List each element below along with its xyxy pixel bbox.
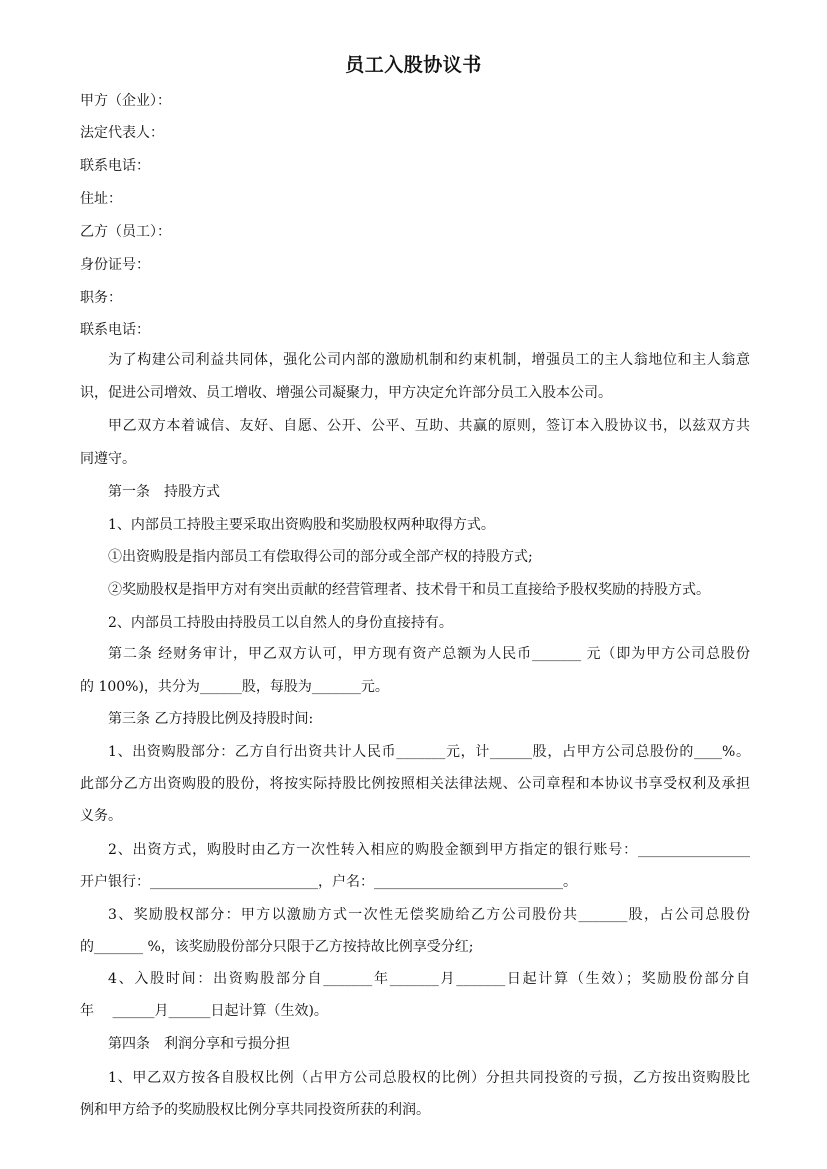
article-2-line-2: 的 100%)，共分为______股，每股为_______元。 xyxy=(80,679,389,695)
article-4-item-1-line-2: 例和甲方给予的奖励股权比例分享共同投资所获的利润。 xyxy=(80,1102,430,1118)
article-3-item-1-line-1: 1、出资购股部分：乙方自行出资共计人民币_______元，计______股，占甲方公司总股份的____%。 xyxy=(108,744,750,760)
position-field: 职务： xyxy=(80,290,122,306)
article-4-item-1-line-1: 1、甲乙双方按各自股权比例（占甲方公司总股权的比例）分担共同投资的亏损，乙方按出资购股比 xyxy=(108,1070,750,1086)
intro-paragraph-1-line-2: 识，促进公司增效、员工增收、增强公司凝聚力，甲方决定允许部分员工入股本公司。 xyxy=(80,385,612,401)
article-3-item-1-line-3: 义务。 xyxy=(80,808,122,824)
document-title: 员工入股协议书 xyxy=(345,54,482,76)
article-3-item-3-line-2: 的_______ %，该奖励股份部分只限于乙方按持故比例享受分红; xyxy=(80,939,474,955)
legal-rep-field: 法定代表人： xyxy=(80,125,164,141)
intro-paragraph-2-line-1: 甲乙双方本着诚信、友好、自愿、公开、公平、互助、共赢的原则，签订本入股协议书，以兹双方共 xyxy=(108,418,750,434)
phone-b-field: 联系电话： xyxy=(80,322,150,338)
article-2-line-1: 第二条 经财务审计，甲乙双方认可，甲方现有资产总额为人民币_______ 元（即为甲方公司总股份 xyxy=(108,646,750,662)
article-4-heading: 第四条 利润分享和亏损分担 xyxy=(108,1036,290,1052)
article-3-item-2-line-1: 2、出资方式，购股时由乙方一次性转入相应的购股金额到甲方指定的银行账号：________________ xyxy=(108,842,750,858)
intro-paragraph-2-line-2: 同遵守。 xyxy=(80,451,136,467)
article-1-item-1b: ②奖励股权是指甲方对有突出贡献的经营管理者、技术骨干和员工直接给予股权奖励的持股方式。 xyxy=(108,582,710,598)
article-1-item-2: 2、内部员工持股由持股员工以自然人的身份直接持有。 xyxy=(108,615,453,631)
party-a-field: 甲方（企业）： xyxy=(80,93,171,109)
party-b-field: 乙方（员工）： xyxy=(80,224,171,240)
article-3-item-4-line-2: 年 ______月______日起计算（生效)。 xyxy=(80,1003,328,1019)
article-1-heading: 第一条 持股方式 xyxy=(108,484,220,500)
article-3-item-2-line-2: 开户银行：________________________，户名：___________________________。 xyxy=(80,874,577,890)
article-3-heading: 第三条 乙方持股比例及持股时间: xyxy=(108,711,314,727)
article-1-item-1: 1、内部员工持股主要采取出资购股和奖励股权两种取得方式。 xyxy=(108,517,495,533)
article-3-item-4-line-1: 4、入股时间：出资购股部分自_______年_______月_______日起计算（生效）；奖励股份部分自 xyxy=(108,971,750,987)
phone-a-field: 联系电话： xyxy=(80,158,150,174)
article-3-item-3-line-1: 3、奖励股权部分：甲方以激励方式一次性无偿奖励给乙方公司股份共_______股，占公司总股份 xyxy=(108,907,750,923)
article-3-item-1-line-2: 此部分乙方出资购股的股份，将按实际持股比例按照相关法律法规、公司章程和本协议书享受权利及承担 xyxy=(80,776,750,792)
intro-paragraph-1-line-1: 为了构建公司利益共同体，强化公司内部的激励机制和约束机制，增强员工的主人翁地位和主人翁意 xyxy=(108,352,750,368)
address-field: 住址： xyxy=(80,191,122,207)
id-number-field: 身份证号： xyxy=(80,257,150,273)
article-1-item-1a: ①出资购股是指内部员工有偿取得公司的部分或全部产权的持股方式; xyxy=(108,549,533,565)
